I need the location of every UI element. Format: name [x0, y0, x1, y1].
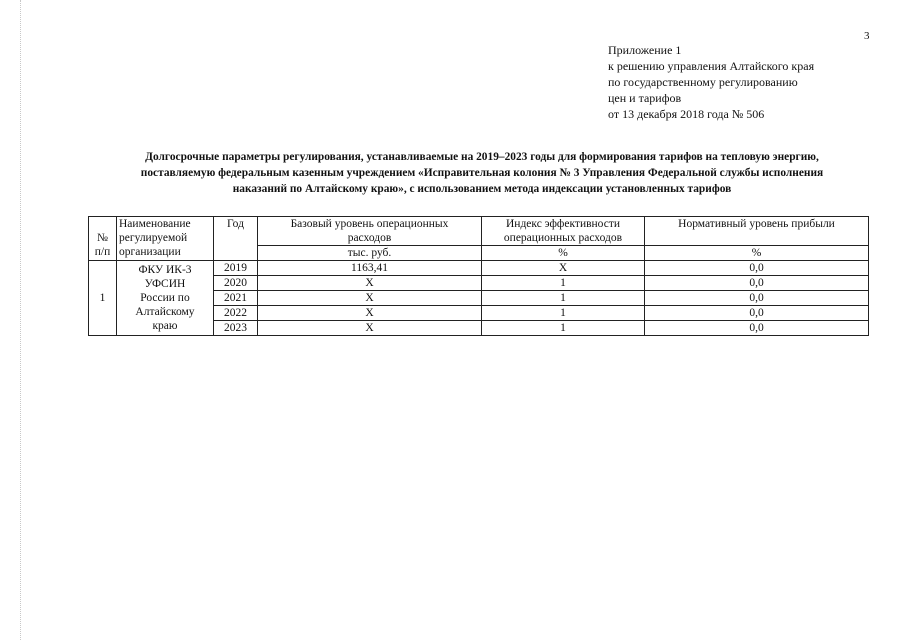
page-number: 3: [864, 30, 870, 42]
title-line: Долгосрочные параметры регулирования, устанавливаемые на 2019–2023 годы для формирования тарифов на тепловую энергию,: [145, 151, 819, 163]
appendix-line: Приложение 1: [608, 43, 682, 57]
page-left-edge: [20, 0, 21, 640]
appendix-line: от 13 декабря 2018 года № 506: [608, 107, 765, 121]
profit-level-cell: 0,0: [645, 321, 869, 336]
base-level-cell: Х: [258, 321, 482, 336]
profit-level-cell: 0,0: [645, 306, 869, 321]
efficiency-index-cell: 1: [482, 276, 645, 291]
unit-profit-level: %: [645, 246, 869, 261]
header-efficiency-index: Индекс эффективности операционных расходов: [482, 217, 645, 246]
header-year: Год: [214, 217, 258, 261]
base-level-cell: Х: [258, 291, 482, 306]
appendix-line: по государственному регулированию: [608, 75, 798, 89]
year-cell: 2020: [214, 276, 258, 291]
table-row: [89, 261, 869, 276]
base-level-cell: Х: [258, 276, 482, 291]
year-cell: 2019: [214, 261, 258, 276]
year-cell: 2023: [214, 321, 258, 336]
header-base-level: Базовый уровень операционных расходов: [258, 217, 482, 246]
efficiency-index-cell: Х: [482, 261, 645, 276]
parameters-table: [88, 216, 869, 336]
row-number-cell: 1: [89, 261, 117, 336]
appendix-line: цен и тарифов: [608, 91, 682, 105]
organization-cell: ФКУ ИК-3 УФСИН России по Алтайскому краю: [117, 261, 214, 336]
header-number: № п/п: [89, 217, 117, 261]
profit-level-cell: 0,0: [645, 261, 869, 276]
efficiency-index-cell: 1: [482, 306, 645, 321]
base-level-cell: 1163,41: [258, 261, 482, 276]
unit-base-level: тыс. руб.: [258, 246, 482, 261]
header-profit-level: Нормативный уровень прибыли: [645, 217, 869, 246]
table-header-row: [89, 217, 869, 246]
profit-level-cell: 0,0: [645, 276, 869, 291]
title-line: поставляемую федеральным казенным учреждением «Исправительная колония № 3 Управления Федеральной службы исполнения: [140, 167, 824, 179]
header-organization: Наименование регулируемой организации: [117, 217, 214, 261]
efficiency-index-cell: 1: [482, 291, 645, 306]
title-line: наказаний по Алтайскому краю», с использованием метода индексации установленных тарифов: [232, 183, 732, 195]
base-level-cell: Х: [258, 306, 482, 321]
unit-efficiency-index: %: [482, 246, 645, 261]
profit-level-cell: 0,0: [645, 291, 869, 306]
efficiency-index-cell: 1: [482, 321, 645, 336]
year-cell: 2021: [214, 291, 258, 306]
appendix-line: к решению управления Алтайского края: [608, 59, 815, 73]
year-cell: 2022: [214, 306, 258, 321]
appendix-block: [608, 42, 814, 122]
document-title: [92, 149, 872, 197]
